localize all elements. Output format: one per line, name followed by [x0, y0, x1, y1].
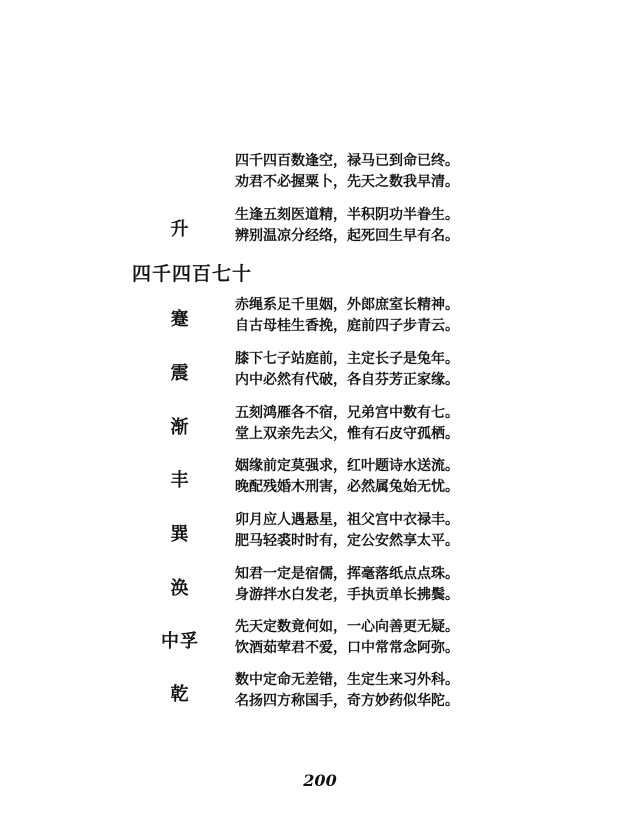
verse-line: 知君一定是宿儒，挥毫落纸点点珠。: [235, 566, 459, 582]
verse-entry: [0, 670, 640, 714]
verse-line: 劝君不必握粟卜，先天之数我早清。: [235, 174, 459, 190]
verse-line: 赤绳系足千里姻，外郎庶室长精神。: [235, 297, 459, 313]
verse-text: [235, 670, 459, 712]
verse-line: 自古母桂生香挽，庭前四子步青云。: [235, 318, 459, 334]
verse-entry: [0, 564, 640, 608]
section-heading: 四千四百七十: [132, 263, 253, 285]
verse-text: [235, 295, 459, 337]
verse-text: [235, 205, 459, 247]
verse-entry: [0, 510, 640, 554]
verse-line: 五刻鸿雁各不宿，兄弟宫中数有七。: [235, 405, 459, 421]
verse-line: 膝下七子站庭前，主定长子是兔年。: [235, 351, 459, 367]
hexagram-name: 蹇: [170, 309, 190, 330]
verse-text: [235, 510, 459, 552]
verse-entry: [0, 295, 640, 339]
verse-line: 四千四百数逢空，禄马已到命已终。: [235, 153, 459, 169]
hexagram-name: 乾: [170, 684, 190, 705]
verse-text: [235, 456, 459, 498]
hexagram-name: 巽: [170, 524, 190, 545]
hexagram-name: 震: [170, 363, 190, 384]
verse-text: [235, 349, 459, 391]
hexagram-name: 涣: [170, 578, 190, 599]
verse-line: 数中定命无差错，生定生来习外科。: [235, 672, 459, 688]
verse-entry: [0, 403, 640, 447]
verse-text: [235, 151, 459, 193]
verse-text: [235, 617, 459, 659]
verse-entry: [0, 205, 640, 249]
verse-line: 饮酒茹荤君不爱，口中常常念阿弥。: [235, 640, 459, 656]
verse-line: 名扬四方称国手，奇方妙药似华陀。: [235, 693, 459, 709]
verse-entry: [0, 617, 640, 661]
verse-line: 生逢五刻医道精，半积阴功半眷生。: [235, 207, 459, 223]
verse-line: 卯月应人遇悬星，祖父宫中衣禄丰。: [235, 512, 459, 528]
verse-line: 先天定数竟何如，一心向善更无疑。: [235, 619, 459, 635]
verse-line: 晚配残婚木刑害，必然属兔始无忧。: [235, 479, 459, 495]
verse-line: 肥马轻裘时时有，定公安然享太平。: [235, 533, 459, 549]
page-number: 200: [303, 771, 337, 790]
verse-line: 姻缘前定莫强求，红叶题诗水送流。: [235, 458, 459, 474]
verse-text: [235, 403, 459, 445]
verse-line: 堂上双亲先去父，惟有石皮守孤栖。: [235, 426, 459, 442]
verse-entry: [0, 349, 640, 393]
verse-entry: [0, 151, 640, 195]
verse-text: [235, 564, 459, 606]
hexagram-name: 渐: [170, 417, 190, 438]
verse-line: 内中必然有代破，各自芬芳正家缘。: [235, 372, 459, 388]
verse-entry: [0, 456, 640, 500]
verse-line: 辨别温凉分经络，起死回生早有名。: [235, 228, 459, 244]
hexagram-name: 升: [170, 219, 190, 240]
hexagram-name: 中孚: [161, 631, 199, 652]
hexagram-name: 丰: [170, 470, 190, 491]
verse-line: 身游拌水白发老，手执贡单长拂鬓。: [235, 587, 459, 603]
